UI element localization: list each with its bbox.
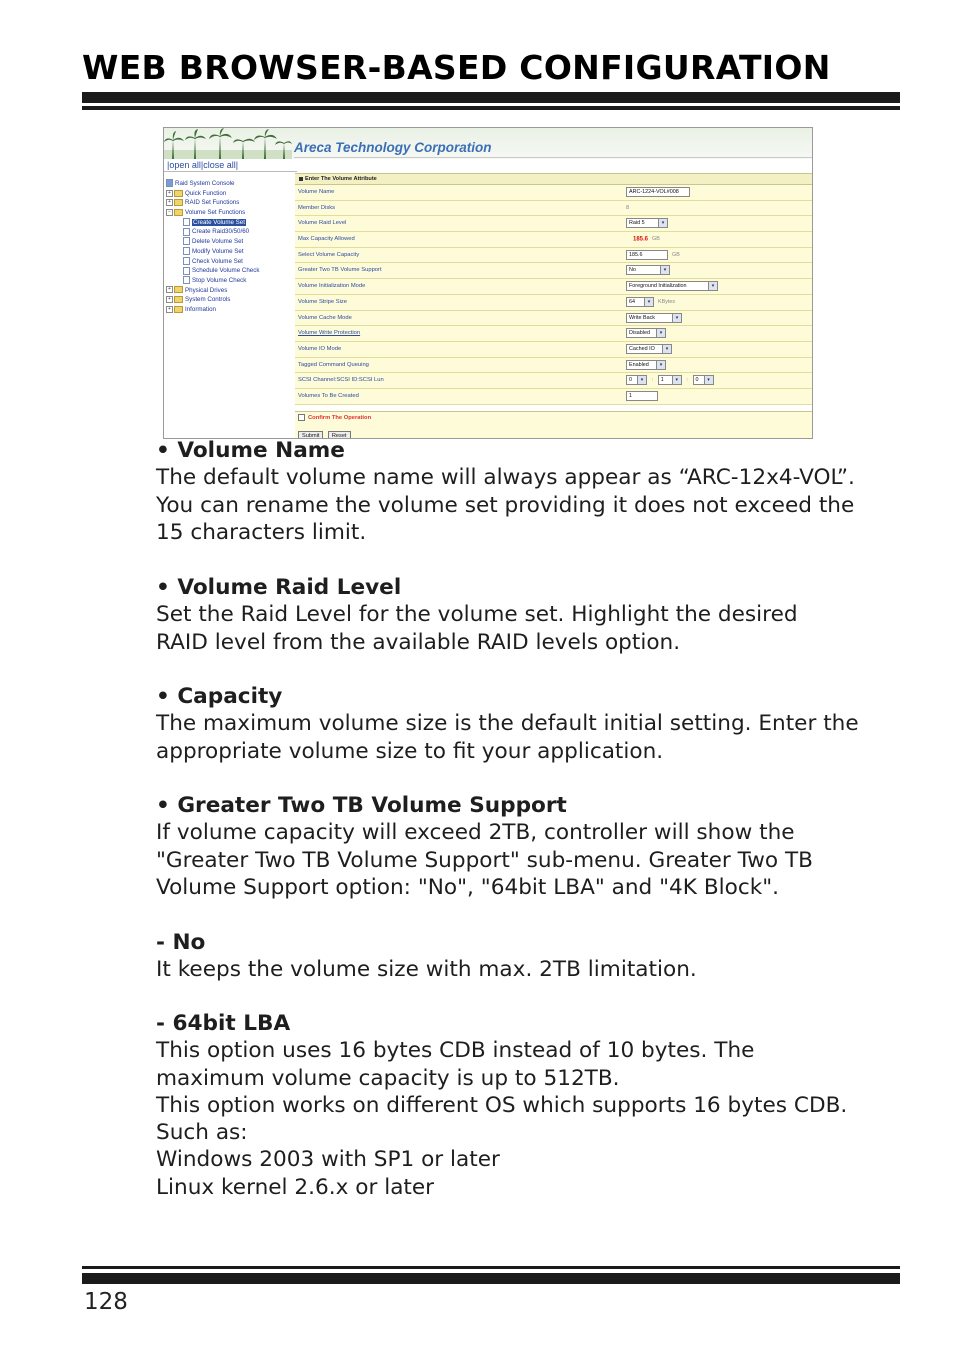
chevron-down-icon: ▾ [656,329,665,337]
row-label: Greater Two TB Volume Support [298,267,382,274]
raid-level-select[interactable]: Raid 5 ▾ [626,218,668,228]
section-heading: - 64bit LBA [156,1011,291,1036]
chevron-down-icon: ▾ [637,376,646,384]
chevron-down-icon: ▾ [662,345,671,353]
row-label: SCSI Channel:SCSI ID:SCSI Lun [298,377,384,384]
tcq-select[interactable]: Enabled ▾ [626,360,666,370]
paragraph-line: Windows 2003 with SP1 or later [156,1147,500,1173]
tree-item[interactable] [166,295,259,305]
greater-two-tb-select[interactable]: No ▾ [626,265,670,275]
submit-button[interactable]: Submit [298,431,323,439]
tree-item[interactable] [166,189,259,199]
footer-rule [82,1273,900,1284]
row-label: Volumes To Be Created [298,392,359,399]
cache-mode-select[interactable]: Write Back ▾ [626,313,682,323]
row-raid-level [295,216,812,232]
paragraph-line: maximum volume capacity is up to 512TB. [156,1065,620,1091]
confirm-checkbox[interactable] [298,414,305,421]
expand-icon[interactable]: + [166,190,173,197]
brand-name: Areca Technology Corporation [294,140,492,155]
paragraph-line: This option works on different OS which supports 16 bytes CDB. [156,1092,848,1118]
tree-item[interactable] [166,179,259,189]
chevron-down-icon: ▾ [672,376,681,384]
paragraph-line: "Greater Two TB Volume Support" sub-menu. Greater Two TB [156,847,813,873]
console-icon [166,179,173,187]
paragraph-line: It keeps the volume size with max. 2TB limitation. [156,957,697,983]
section-no [156,929,916,984]
folder-icon [174,286,183,293]
row-label: Volume Initialization Mode [298,283,366,290]
row-select-capacity: Select Volume Capacity 185.6 GB [295,248,812,264]
row-io-mode [295,342,812,358]
paragraph-line: You can rename the volume set providing it does not exceed the [156,492,855,518]
tree-item[interactable] [166,266,259,276]
volumes-count-input[interactable]: 1 [626,391,658,401]
tree-item[interactable] [166,218,259,228]
chevron-down-icon: ▾ [656,361,665,369]
form-header [295,173,812,185]
page-number: 128 [84,1289,128,1315]
page-icon [183,267,190,275]
chevron-down-icon: ▾ [658,219,667,227]
paragraph-line: 15 characters limit. [156,519,367,545]
bullet-icon [299,177,303,181]
tree-item-label: Check Volume Set [192,257,243,265]
collapse-icon[interactable]: − [166,209,173,216]
row-label: Volume IO Mode [298,345,342,352]
folder-icon [174,209,183,216]
row-label: Max Capacity Allowed [298,236,355,243]
palm-trees-image [164,128,292,159]
capacity-input[interactable]: 185.6 [626,250,668,260]
sidebar [164,159,294,438]
row-cache-mode [295,311,812,327]
page-icon [183,247,190,255]
button-row [295,424,812,438]
tree-item[interactable] [166,276,259,286]
tree-item-label: Modify Volume Set [192,247,244,255]
member-disks-value: 8 [626,204,630,211]
row-label: Volume Raid Level [298,220,347,227]
footer-rule-thin [82,1266,900,1269]
volume-form [295,173,812,438]
row-label: Select Volume Capacity [298,251,360,258]
confirm-label: Confirm The Operation [308,414,372,421]
expand-icon[interactable]: + [166,296,173,303]
folder-icon [174,306,183,313]
row-volume-name [295,185,812,201]
row-label: Volume Cache Mode [298,314,352,321]
folder-icon [174,190,183,197]
tree-item-label: Create Volume Set [193,218,245,226]
tree-item[interactable] [166,227,259,237]
web-ui-screenshot [163,127,813,439]
io-mode-select[interactable]: Cached IO ▾ [626,344,672,354]
tree-item[interactable] [166,208,259,218]
page-icon [183,218,190,226]
section-volume-name [156,437,916,546]
chevron-down-icon: ▾ [660,266,669,274]
scsi-channel-select[interactable]: 0 ▾ [626,375,647,385]
reset-button[interactable]: Reset [328,431,351,439]
folder-icon [174,296,183,303]
section-heading: • Volume Name [156,438,345,463]
scsi-lun-select[interactable]: 0 ▾ [693,375,714,385]
tree-item[interactable] [166,237,259,247]
tree-item[interactable] [166,257,259,267]
paragraph-line: If volume capacity will exceed 2TB, controller will show the [156,820,795,846]
row-write-protection [295,326,812,342]
header-rule-thin [82,106,900,110]
scsi-id-select[interactable]: 1 ▾ [658,375,682,385]
paragraph-line: appropriate volume size to fit your application. [156,738,664,764]
paragraph-line: RAID level from the available RAID levels option. [156,629,681,655]
tree-item-label: RAID Set Functions [185,199,240,207]
write-protection-select[interactable]: Disabled ▾ [626,328,666,338]
tree-item-label: Delete Volume Set [192,238,244,246]
row-greater-two-tb [295,263,812,279]
paragraph-line: The maximum volume size is the default initial setting. Enter the [156,711,859,737]
section-heading: • Capacity [156,684,283,709]
init-mode-select[interactable]: Foreground Initialization ▾ [626,281,718,291]
tree-item-label: Information [185,305,216,313]
chevron-down-icon: ▾ [708,282,717,290]
row-label: Member Disks [298,204,336,211]
row-init-mode [295,279,812,295]
stripe-size-select[interactable]: 64 ▾ [626,297,654,307]
tree-item-label: Schedule Volume Check [192,267,260,275]
confirm-row [295,411,812,424]
paragraph-line: This option uses 16 bytes CDB instead of 10 bytes. The [156,1038,755,1064]
section-capacity [156,683,916,765]
expand-icon[interactable]: + [166,286,173,293]
expand-icon[interactable]: + [166,199,173,206]
paragraph-line: Volume Support option: "No", "64bit LBA" and "4K Block". [156,874,780,900]
header-rule [82,92,900,103]
folder-icon [174,199,183,206]
row-label: Volume Name [298,189,335,195]
brand-underline [294,157,812,158]
section-64bit-lba [156,1010,916,1201]
row-tcq [295,358,812,374]
page-title: WEB BROWSER-BASED CONFIGURATION [82,48,831,87]
tree-item[interactable] [166,198,259,208]
tree-item-label: System Controls [185,296,231,304]
paragraph-line: Set the Raid Level for the volume set. Highlight the desired [156,602,798,628]
tree-item-label: Stop Volume Check [192,276,247,284]
section-heading: • Greater Two TB Volume Support [156,793,567,818]
section-volume-raid-level [156,574,916,656]
row-label: Volume Write Protection [298,330,361,337]
page-icon [183,228,190,236]
row-member-disks [295,201,812,217]
chevron-down-icon: ▾ [672,314,681,322]
page-icon [183,276,190,284]
tree-item-label: Create Raid30/50/60 [192,228,250,236]
nav-tree [166,179,259,315]
section-greater-two-tb [156,792,916,901]
row-stripe-size: Volume Stripe Size 64 ▾ KBytes [295,295,812,311]
section-heading: • Volume Raid Level [156,575,402,600]
paragraph-line: The default volume name will always appear as “ARC-12x4-VOL”. [156,465,855,491]
row-label: Tagged Command Queuing [298,361,369,368]
max-capacity-value: 185.6 [633,236,649,243]
banner [164,128,812,159]
expand-icon[interactable]: + [166,306,173,313]
paragraph-line: Linux kernel 2.6.x or later [156,1174,435,1200]
tree-item-label: Quick Function [185,189,227,197]
row-max-capacity: Max Capacity Allowed 185.6 GB [295,232,812,248]
row-to-be-created [295,389,812,405]
section-heading: - No [156,930,206,955]
tree-item[interactable] [166,286,259,296]
open-close-all-link[interactable]: |open all|close all| [164,159,297,172]
tree-item[interactable] [166,247,259,257]
chevron-down-icon: ▾ [704,376,713,384]
volume-name-input[interactable]: ARC-1224-VOL#008 [626,187,690,197]
chevron-down-icon: ▾ [644,298,653,306]
tree-item-label: Raid System Console [175,180,235,187]
tree-item[interactable] [166,305,259,315]
tree-item-label: Volume Set Functions [185,209,246,217]
row-scsi: SCSI Channel:SCSI ID:SCSI Lun 0 ▾ : 1 ▾ : 0 ▾ [295,373,812,389]
page-icon [183,237,190,245]
page-icon [183,257,190,265]
paragraph-line: Such as: [156,1120,248,1146]
form-header-label: Enter The Volume Attribute [305,176,377,182]
tree-item-label: Physical Drives [185,286,228,294]
row-label: Volume Stripe Size [298,298,347,305]
